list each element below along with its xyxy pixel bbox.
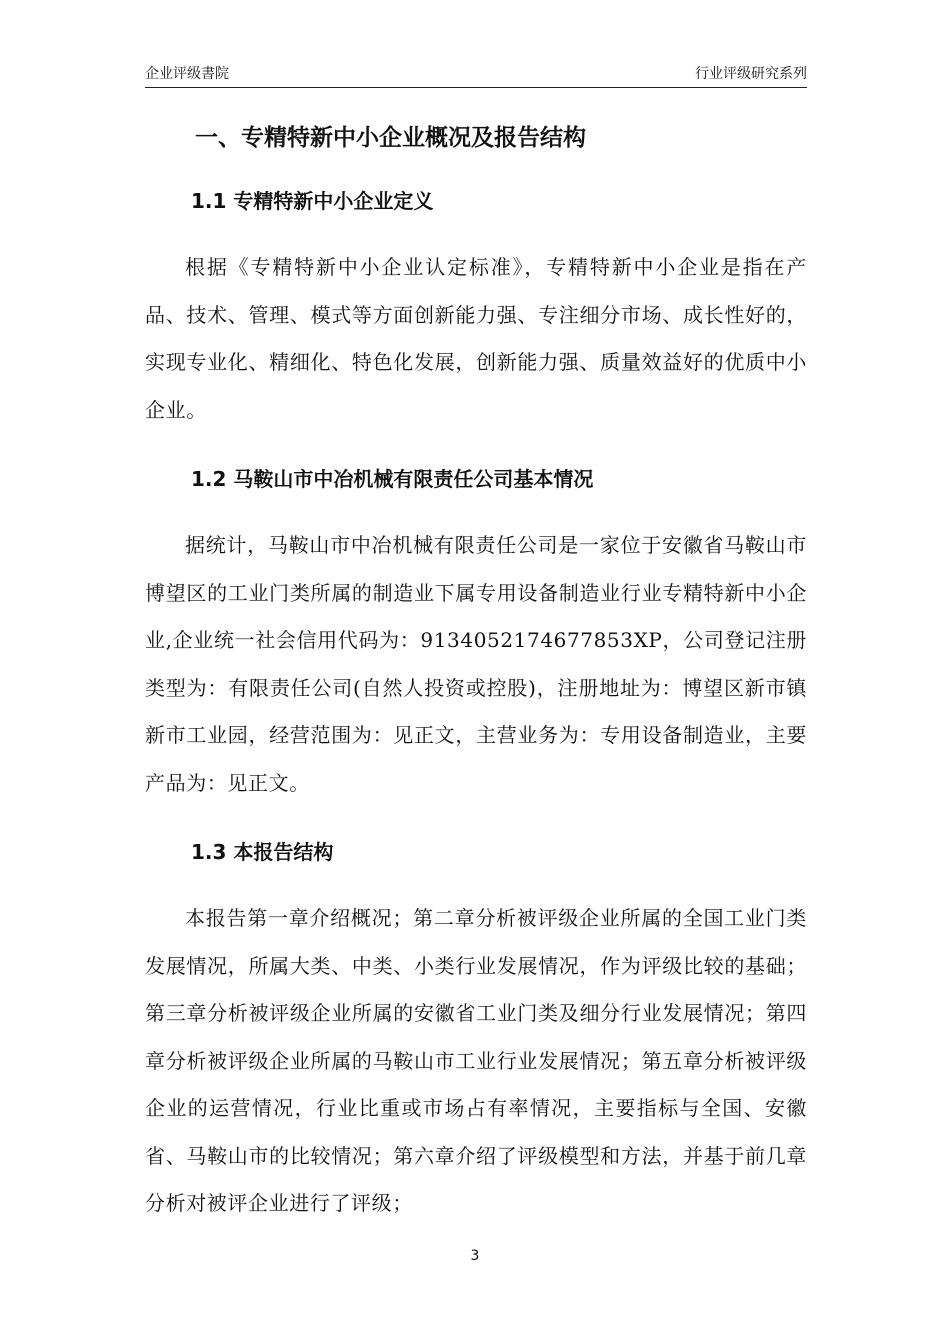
chapter-title: 一、专精特新中小企业概况及报告结构	[195, 125, 586, 151]
section-title-1-3: 1.3 本报告结构	[191, 840, 334, 864]
section-title-1-1: 1.1 专精特新中小企业定义	[191, 189, 434, 213]
page-content	[145, 100, 807, 1228]
section-body-1-3: 本报告第一章介绍概况；第二章分析被评级企业所属的全国工业门类发展情况，所属大类、中类、小类行业发展情况，作为评级比较的基础；第三章分析被评级企业所属的安徽省工业门类及细分行业发展情况；第四章分析被评级企业所属的马鞍山市工业行业发展情况；第五章分析被评级企业的运营情况，行业比重或市场占有率情况，主要指标与全国、安徽省、马鞍山市的比较情况；第六章介绍了评级模型和方法，并基于前几章分析对被评企业进行了评级；	[145, 906, 807, 1215]
section-body-1-1: 根据《专精特新中小企业认定标准》，专精特新中小企业是指在产品、技术、管理、模式等方面创新能力强、专注细分市场、成长性好的，实现专业化、精细化、特色化发展，创新能力强、质量效益好的优质中小企业。	[145, 255, 807, 422]
section-body-1-2: 据统计，马鞍山市中冶机械有限责任公司是一家位于安徽省马鞍山市博望区的工业门类所属的制造业下属专用设备制造业行业专精特新中小企业,企业统一社会信用代码为：9134052174677853XP，公司登记注册类型为：有限责任公司(自然人投资或控股)，注册地址为：博望区新市镇新市工业园，经营范围为：见正文，主营业务为：专用设备制造业，主要产品为：见正文。	[145, 533, 807, 795]
section-title-1-2: 1.2 马鞍山市中冶机械有限责任公司基本情况	[191, 467, 594, 491]
header-left-text: 企业评级書院	[145, 66, 229, 82]
page-number: 3	[470, 1248, 480, 1264]
header-right-text: 行业评级研究系列	[695, 66, 807, 82]
page-header	[145, 60, 807, 88]
